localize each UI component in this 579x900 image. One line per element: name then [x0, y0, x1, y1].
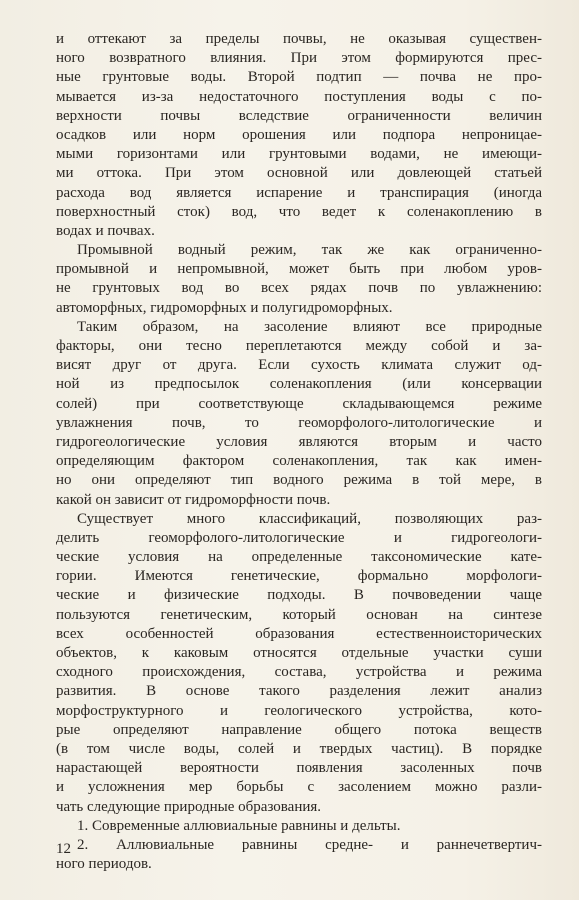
text-line: делить геоморфолого-литологические и гидрогеологи- — [56, 529, 542, 546]
text-line: ные грунтовые воды. Второй подтип — почва не про- — [56, 69, 542, 86]
text-line: факторы, они тесно переплетаются между собой и за- — [56, 338, 542, 354]
text-line: мыми горизонтами или грунтовыми водами, не имеющи- — [56, 146, 542, 163]
text-line: пользуются генетическим, который основан на синтезе — [56, 606, 542, 623]
text-line: ного возвратного влияния. При этом формируются прес- — [56, 50, 542, 67]
text-line: Существует много классификаций, позволяющих раз- — [77, 510, 542, 527]
text-line: Таким образом, на засоление влияют все природные — [77, 318, 542, 335]
text-line: и оттекают за пределы почвы, не оказывая существен- — [56, 31, 542, 47]
text-line: развития. В основе такого разделения лежит анализ — [56, 683, 542, 700]
text-line: ческие и физические подходы. В почвоведении чаще — [56, 587, 542, 604]
text-line: сходного происхождения, состава, устройства и режима — [56, 664, 542, 681]
text-line: поверхностный сток) вод, что ведет к соленакоплению в — [56, 203, 542, 220]
text-line: солей) при соответствующе складывающемся режиме — [56, 395, 542, 412]
paragraph — [56, 318, 542, 510]
text-line: промывной и непромывной, может быть при любом уров- — [56, 261, 542, 278]
text-line: не грунтовых вод во всех рядах почв по увлажнению: — [56, 280, 542, 297]
text-line: определяющим фактором соленакопления, так как имен- — [56, 453, 542, 470]
text-line: мывается из-за недостаточного поступления воды с по- — [56, 88, 542, 105]
text-line: (в том числе воды, солей и твердых частиц). В порядке — [56, 740, 542, 757]
text-line: верхности почвы вследствие ограниченности величин — [56, 107, 542, 124]
paragraph — [56, 30, 542, 241]
text-line: всех особенностей образования естественноисторических — [56, 625, 542, 642]
text-line: но они определяют тип водного режима в той мере, в — [56, 472, 542, 489]
text-line: и усложнения мер борьбы с засолением можно разли- — [56, 779, 542, 796]
paragraph — [56, 817, 542, 836]
text-line: Промывной водный режим, так же как ограниченно- — [77, 242, 542, 259]
text-line: автоморфных, гидроморфных и полугидроморфных. — [56, 299, 393, 316]
text-line: чать следующие природные образования. — [56, 798, 322, 815]
text-line: гории. Имеются генетические, формально морфологи- — [56, 568, 542, 585]
text-line: увлажнения почв, то геоморфолого-литологические и — [56, 414, 542, 431]
text-line: ной из предпосылок соленакопления (или консервации — [56, 376, 542, 393]
text-line: водах и почвах. — [56, 222, 155, 239]
text-line: рые определяют направление общего потока веществ — [56, 721, 542, 738]
body-text — [56, 30, 542, 874]
text-line: ми оттока. При этом основной или довлеющей статьей — [56, 165, 542, 182]
text-line: объектов, к каковым относятся отдельные участки суши — [56, 645, 542, 661]
text-line: ческие условия на определенные таксономические кате- — [56, 549, 542, 566]
paragraph — [56, 510, 542, 817]
text-line: висят друг от друга. Если сухость климата служит од- — [56, 357, 542, 374]
page-number: 12 — [56, 841, 71, 857]
text-line: 2. Аллювиальные равнины средне- и раннечетвертич- — [77, 836, 542, 853]
text-line: осадков или норм орошения или подпора непроницае- — [56, 126, 542, 143]
text-line: 1. Современные аллювиальные равнины и дельты. — [77, 817, 401, 834]
text-line: ного периодов. — [56, 856, 152, 873]
text-line: нарастающей вероятности появления засоленных почв — [56, 760, 542, 777]
text-line: расхода вод является испарение и транспирация (иногда — [56, 184, 542, 201]
paragraph — [56, 836, 542, 874]
text-line: морфоструктурного и геологического устройства, кото- — [56, 702, 542, 719]
paragraph — [56, 241, 542, 318]
text-line: какой он зависит от гидроморфности почв. — [56, 491, 331, 508]
text-line: гидрогеологические условия являются вторым и часто — [56, 433, 542, 450]
